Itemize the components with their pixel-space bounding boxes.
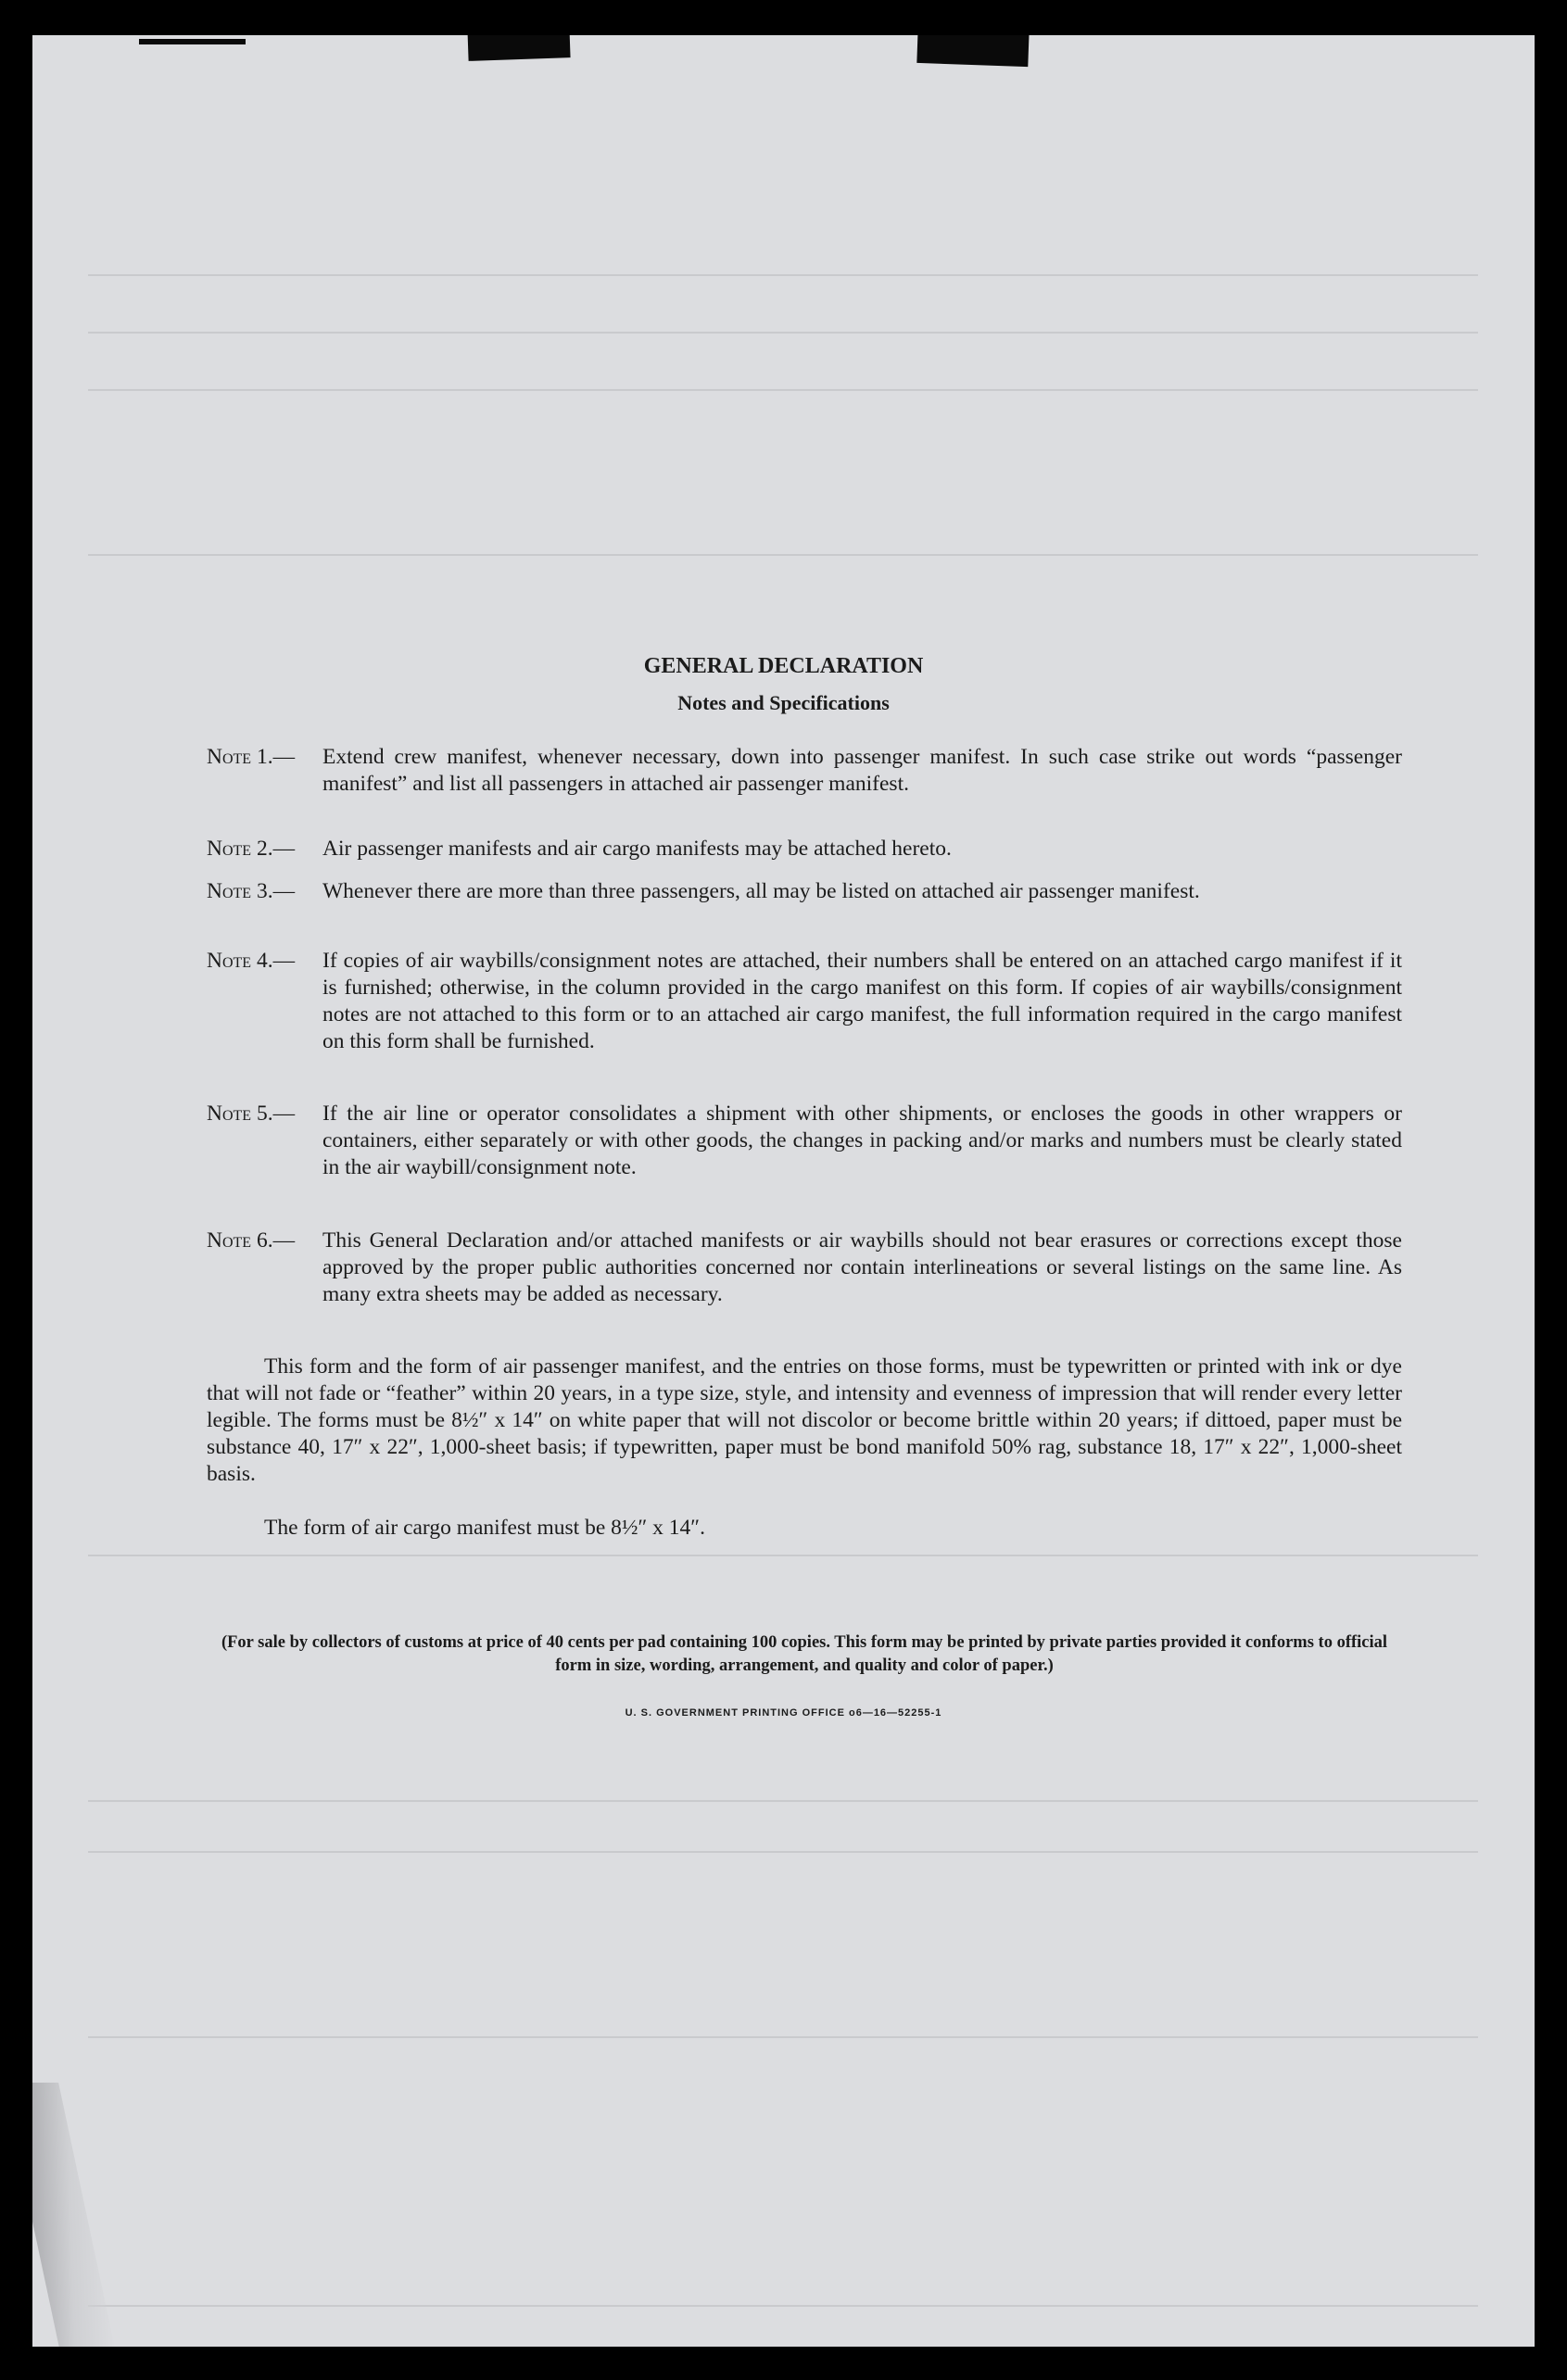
form-paragraph	[207, 1354, 1402, 1488]
sale-notice: (For sale by collectors of customs at price of 40 cents per pad containing 100 copies. This form may be printed by private parties provided it conforms to official form in size, wording, arrangement, and quality and color of paper.)	[221, 1633, 1388, 1675]
note-text: Air passenger manifests and air cargo manifests may be attached hereto.	[322, 837, 952, 861]
note-text: Whenever there are more than three passengers, all may be listed on attached air passenger manifest.	[322, 879, 1200, 903]
note-text: If copies of air waybills/consignment notes are attached, their numbers shall be entered on an attached cargo manifest if it is furnished; otherwise, in the column provided in the cargo manifest on this form. If copies of air waybills/consignment notes are not attached to this form or to an attached air cargo manifest, the full information required in the cargo manifest on this form shall be furnished.	[322, 949, 1402, 1053]
note-6	[207, 1228, 1402, 1308]
document-content	[32, 35, 1535, 2347]
note-1	[207, 744, 1402, 798]
page-subtitle: Notes and Specifications	[677, 691, 890, 714]
note-label: Note 5.—	[207, 1102, 296, 1126]
note-2	[207, 836, 1402, 863]
document-sheet	[32, 35, 1535, 2347]
note-5	[207, 1101, 1402, 1181]
form-paragraph-text: This form and the form of air passenger manifest, and the entries on those forms, must be typewritten or printed with ink or dye that will not fade or “feather” within 20 years, in a type size, style, and intensity and evenness of impression that will render every letter legible. The forms must be 8½″ x 14″ on white paper that will not discolor or become brittle within 20 years; if dittoed, paper must be substance 40, 17″ x 22″, 1,000-sheet basis; if typewritten, paper must be bond manifold 50% rag, substance 18, 17″ x 22″, 1,000-sheet basis.	[207, 1354, 1402, 1486]
note-text: This General Declaration and/or attached manifests or air waybills should not bear erasures or corrections except those approved by the proper public authorities concerned nor contain interlineations or several listings on the same line. As many extra sheets may be added as necessary.	[322, 1228, 1402, 1306]
note-label: Note 2.—	[207, 837, 296, 861]
printing-office-line: U. S. GOVERNMENT PRINTING OFFICE o6—16—52255-1	[625, 1707, 942, 1719]
page-title: GENERAL DECLARATION	[643, 654, 924, 678]
cargo-paragraph-text: The form of air cargo manifest must be 8½″ x 14″.	[264, 1516, 705, 1540]
cargo-paragraph	[207, 1515, 1402, 1542]
note-label: Note 1.—	[207, 745, 296, 769]
note-text: If the air line or operator consolidates a shipment with other shipments, or encloses the goods in other wrappers or containers, either separately or with other goods, the changes in packing and/or marks and numbers must be clearly stated in the air waybill/consignment note.	[322, 1102, 1402, 1179]
note-4	[207, 948, 1402, 1055]
note-label: Note 3.—	[207, 879, 296, 903]
note-3	[207, 878, 1402, 905]
note-label: Note 4.—	[207, 949, 296, 973]
note-text: Extend crew manifest, whenever necessary, down into passenger manifest. In such case strike out words “passenger manifest” and list all passengers in attached air passenger manifest.	[322, 745, 1402, 796]
note-label: Note 6.—	[207, 1228, 296, 1253]
